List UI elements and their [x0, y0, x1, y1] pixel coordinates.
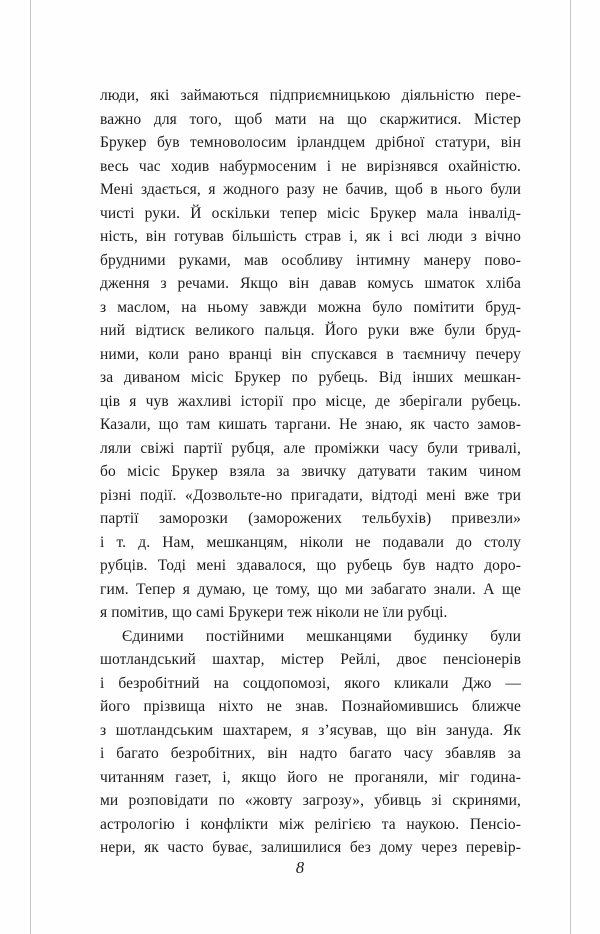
text-line: за диваном місіс Брукер по рубець. Від інших мешкан-: [100, 369, 521, 386]
text-line: важно для того, щоб мати на що скаржитися. Містер: [100, 110, 521, 128]
text-line: ців я чув жахливі історії про місце, де зберігали рубець.: [100, 392, 521, 410]
text-line: гим. Тепер я думаю, це тому, що ми забагато знали. А ще: [100, 580, 521, 598]
text-line: бо місіс Брукер взяла за звичку датувати таким чином: [100, 463, 521, 480]
text-line: весь час ходив набурмосеним і не вирізнявся охайністю.: [100, 157, 521, 175]
text-line: партії заморозки (заморожених тельбухів) привезли»: [100, 510, 521, 527]
paragraph: [100, 625, 521, 860]
text-line: Брукер був темноволосим ірландцем дрібної статури, він: [100, 134, 521, 151]
text-line: астрологію і конфлікти між релігією та наукою. Пенсіо-: [100, 815, 521, 833]
page-edge-right-line: [570, 0, 571, 934]
text-line: і безробітний на соцдопомозі, якого кликали Джо —: [100, 674, 521, 692]
page-number: 8: [295, 858, 305, 877]
text-line: ними, коли рано вранці він спускався в таємничу печеру: [100, 345, 521, 363]
text-line: рубців. Тоді мені здавалося, що рубець був надто доро-: [100, 557, 521, 574]
text-line: шотландський шахтар, містер Рейлі, двоє пенсіонерів: [100, 651, 521, 668]
text-line: я помітив, що самі Брукери теж ніколи не їли рубці.: [100, 604, 448, 621]
text-line: чисті руки. Й оскільки тепер місіс Брукер мала інвалід-: [100, 204, 521, 222]
text-line: з маслом, на ньому завжди можна було помітити бруд-: [100, 298, 521, 316]
text-line: і т. д. Нам, мешканцям, ніколи не подавали до столу: [100, 533, 521, 551]
text-line: дження з речами. Якщо він давав комусь шматок хліба: [100, 275, 521, 292]
text-line: Казали, що там кишать таргани. Не знаю, як часто замов-: [100, 416, 521, 433]
body-text: [100, 84, 521, 860]
text-line: Мені здається, я жодного разу не бачив, щоб в нього були: [100, 181, 521, 198]
text-line: Єдиними постійними мешканцями будинку були: [122, 627, 521, 645]
text-line: читанням газет, і, якщо його не проганяли, міг година-: [100, 768, 521, 786]
text-line: ми розповідати по «жовту загрозу», убивць зі скринями,: [100, 792, 521, 809]
text-line: ляли свіжі партії рубця, але проміжки часу були тривалі,: [100, 439, 521, 457]
text-line: з шотландським шахтарем, я з’ясував, що він зануда. Як: [100, 721, 521, 739]
text-line: люди, які займаються підприємницькою діяльністю пере-: [100, 87, 521, 104]
text-line: різні події. «Дозвольте-но пригадати, відтоді мені вже три: [100, 486, 521, 504]
text-line: ність, він готував більшість страв і, як і всі люди з вічно: [100, 228, 521, 245]
text-line: брудними руками, мав особливу інтимну манеру пово-: [100, 251, 521, 269]
paragraph: [100, 84, 521, 625]
text-line: нери, як часто буває, залишилися без дому через перевір-: [100, 839, 521, 856]
page-edge-left-line: [30, 0, 31, 934]
text-line: ний відтиск великого пальця. Його руки вже були бруд-: [100, 322, 521, 339]
text-line: і багато безробітних, він надто багато часу збавляв за: [100, 745, 521, 762]
text-line: його прізвища ніхто не знав. Познайомившись ближче: [100, 698, 521, 715]
